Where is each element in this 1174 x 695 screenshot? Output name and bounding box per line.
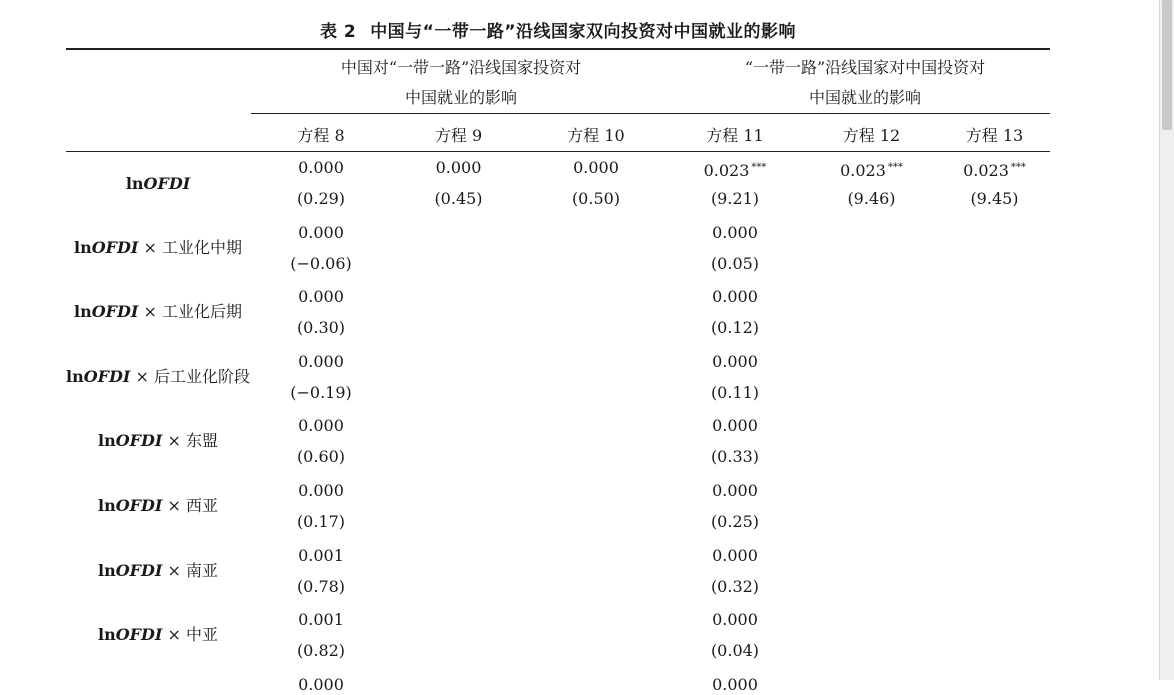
row-label-ln: ln xyxy=(125,174,144,193)
row-label-var: OFDI xyxy=(91,237,139,257)
coefficient-value: 0.000 xyxy=(712,481,758,500)
coefficient-value: 0.000 xyxy=(573,158,619,177)
t-statistic-cell: (0.45) xyxy=(434,189,483,208)
t-statistic-cell: (0.60) xyxy=(296,447,346,467)
coefficient-cell xyxy=(939,158,1050,181)
coefficient-cell xyxy=(251,352,391,372)
t-statistic-cell: (0.11) xyxy=(710,382,760,402)
coefficient-value: 0.001 xyxy=(298,610,344,630)
row-label-var: OFDI xyxy=(115,431,163,451)
table-caption xyxy=(66,17,1050,42)
row-label-ln: ln xyxy=(98,431,116,451)
scrollbar-thumb[interactable] xyxy=(1162,0,1172,130)
header-rule xyxy=(66,151,1050,152)
row-label xyxy=(66,493,250,516)
coefficient-cell xyxy=(666,610,804,630)
row-label-suffix: × 工业化后期 xyxy=(138,302,242,322)
row-label-ln: ln xyxy=(98,496,116,515)
row-label-ln: ln xyxy=(98,560,116,580)
coefficient-cell xyxy=(666,416,804,436)
row-label xyxy=(66,174,250,193)
row-label-ln: ln xyxy=(74,302,92,322)
column-header-eq12: 方程 12 xyxy=(842,126,901,145)
coefficient-value: 0.000 xyxy=(435,158,482,177)
row-label xyxy=(66,299,250,322)
coefficient-cell xyxy=(526,158,666,178)
coefficient-cell xyxy=(666,546,804,566)
t-statistic-cell: (0.50) xyxy=(571,189,621,208)
row-label-var: OFDI xyxy=(115,496,163,515)
t-statistic-cell: (0.04) xyxy=(710,641,760,661)
row-label-suffix: × 工业化中期 xyxy=(138,237,242,257)
coefficient-value: 0.000 xyxy=(712,416,758,436)
coefficient-cell xyxy=(391,158,526,178)
coefficient-cell xyxy=(666,481,804,501)
t-statistic-cell: (0.32) xyxy=(710,576,760,596)
row-label-suffix: × 南亚 xyxy=(162,560,218,580)
coefficient-cell xyxy=(251,416,391,436)
group-rule xyxy=(251,113,1050,114)
t-statistic-cell: (0.82) xyxy=(296,641,346,661)
coefficient-cell xyxy=(666,287,804,307)
row-label xyxy=(66,364,250,387)
coefficient-value: 0.000 xyxy=(712,222,758,242)
row-label xyxy=(66,558,250,581)
coefficient-cell xyxy=(666,158,804,181)
coefficient-cell xyxy=(251,287,391,307)
coefficient-value: 0.000 xyxy=(712,287,758,307)
t-statistic-cell: (0.05) xyxy=(710,253,760,273)
table-title: 中国与“一带一路”沿线国家双向投资对中国就业的影响 xyxy=(370,22,797,42)
coefficient-cell xyxy=(251,481,391,501)
coefficient-value: 0.000 xyxy=(298,416,344,436)
coefficient-value: 0.001 xyxy=(298,545,344,565)
significance-stars: *** xyxy=(751,162,767,173)
column-header-eq11: 方程 11 xyxy=(706,126,764,145)
group-header-outward xyxy=(251,53,671,113)
row-label xyxy=(66,235,250,258)
coefficient-cell xyxy=(251,223,391,243)
top-rule xyxy=(66,48,1050,50)
coefficient-cell xyxy=(251,610,391,630)
coefficient-value: 0.000 xyxy=(298,287,344,307)
row-label-var: OFDI xyxy=(143,174,191,193)
t-statistic-cell: (9.45) xyxy=(970,189,1019,208)
coefficient-value: 0.023 xyxy=(963,161,1009,180)
coefficient-value: 0.000 xyxy=(298,674,344,694)
t-statistic-cell: (−0.19) xyxy=(290,382,352,402)
t-statistic-cell: (0.12) xyxy=(710,318,760,338)
row-label-var: OFDI xyxy=(91,302,139,322)
coefficient-value: 0.000 xyxy=(298,158,344,177)
t-statistic-cell: (9.46) xyxy=(847,189,896,208)
coefficient-value: 0.000 xyxy=(712,545,758,565)
t-statistic-cell: (0.25) xyxy=(710,512,760,531)
coefficient-cell xyxy=(251,546,391,566)
row-label-ln: ln xyxy=(98,625,116,645)
group-header-line1: 中国对“一带一路”沿线国家投资对 xyxy=(340,58,582,77)
group-header-line2: 中国就业的影响 xyxy=(808,88,921,107)
column-header-eq8: 方程 8 xyxy=(297,126,345,145)
coefficient-value: 0.000 xyxy=(298,222,344,242)
table-number: 表 2 xyxy=(319,22,357,42)
vertical-scrollbar[interactable] xyxy=(1159,0,1174,680)
t-statistic-cell: (0.33) xyxy=(710,447,760,467)
row-label-var: OFDI xyxy=(115,625,163,645)
column-header-eq13: 方程 13 xyxy=(965,126,1024,145)
row-label-var: OFDI xyxy=(83,366,131,386)
coefficient-cell xyxy=(251,158,391,178)
row-label xyxy=(66,428,250,451)
row-label-var: OFDI xyxy=(115,560,163,580)
column-header-eq10: 方程 10 xyxy=(567,126,625,145)
row-label-suffix: × 东盟 xyxy=(162,431,218,451)
group-header-inward xyxy=(660,53,1070,113)
row-label xyxy=(66,622,250,645)
group-header-line2: 中国就业的影响 xyxy=(404,88,517,107)
row-label-suffix: × 中亚 xyxy=(162,625,218,645)
coefficient-value: 0.000 xyxy=(712,674,758,694)
column-header-eq9: 方程 9 xyxy=(434,126,483,145)
coefficient-value: 0.023 xyxy=(703,161,750,180)
t-statistic-cell: (0.30) xyxy=(296,318,346,338)
coefficient-value: 0.000 xyxy=(712,351,758,371)
t-statistic-cell: (−0.06) xyxy=(290,253,352,273)
significance-stars: *** xyxy=(887,162,903,173)
t-statistic-cell: (0.78) xyxy=(296,576,346,596)
significance-stars: *** xyxy=(1010,162,1026,173)
coefficient-value: 0.023 xyxy=(840,161,886,180)
row-label-suffix: × 后工业化阶段 xyxy=(130,366,250,386)
group-header-line1: “一带一路”沿线国家对中国投资对 xyxy=(744,58,986,77)
coefficient-cell xyxy=(666,675,804,695)
coefficient-cell xyxy=(251,675,391,695)
coefficient-cell xyxy=(666,223,804,243)
coefficient-cell xyxy=(804,158,939,181)
coefficient-cell xyxy=(666,352,804,372)
row-label-ln: ln xyxy=(74,237,92,257)
coefficient-value: 0.000 xyxy=(298,481,344,500)
t-statistic-cell: (0.29) xyxy=(296,189,346,208)
row-label-ln: ln xyxy=(66,366,84,386)
row-label-suffix: × 西亚 xyxy=(162,496,218,515)
coefficient-value: 0.000 xyxy=(712,610,758,630)
t-statistic-cell: (0.17) xyxy=(296,512,346,531)
coefficient-value: 0.000 xyxy=(298,351,344,371)
t-statistic-cell: (9.21) xyxy=(710,189,760,208)
